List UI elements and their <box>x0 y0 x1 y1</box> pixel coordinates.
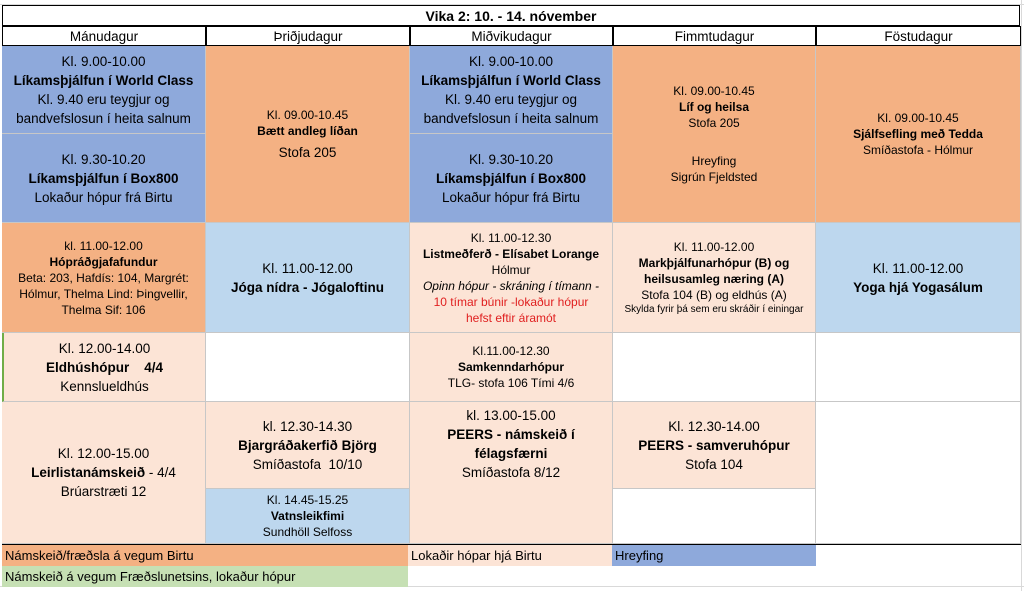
event-time: Kl. 14.45-15.25 <box>266 493 349 507</box>
event-tue-baett-andleg-lidan[interactable] <box>206 46 410 223</box>
event-place: Kennslueldhús <box>60 378 149 394</box>
event-detail: Kl. 9.40 eru teygjur og <box>444 91 578 107</box>
event-name: Líkamsþjálfun í World Class <box>421 72 601 88</box>
event-name: PEERS - samveruhópur <box>638 437 790 453</box>
event-note: Skylda fyrir þá sem eru skráðir í einingar <box>624 303 804 315</box>
event-time: Kl.11.00-12.30 <box>472 344 550 358</box>
event-name: PEERS - námskeið í <box>447 427 575 442</box>
event-time: kl. 12.30-14.30 <box>262 418 353 434</box>
event-time: Kl. 9.00-10.00 <box>468 53 554 69</box>
empty-cell <box>206 333 410 402</box>
event-time: Kl. 9.00-10.00 <box>61 53 146 69</box>
event-name: Jóga nídra - Jógaloftinu <box>230 279 384 295</box>
event-count: 10/10 <box>328 456 363 472</box>
event-wed-listmedferd[interactable] <box>410 223 613 333</box>
event-count: - 4/4 <box>148 465 176 480</box>
schedule-title: Vika 2: 10. - 14. nóvember <box>2 5 1020 26</box>
day-header-wednesday: Miðvikudagur <box>410 26 613 46</box>
event-wed-peers[interactable] <box>410 402 613 544</box>
event-time: Kl. 09.00-10.45 <box>877 111 959 125</box>
event-mon-leirlist[interactable] <box>2 402 206 544</box>
event-time: Kl. 09.00-10.45 <box>266 107 349 122</box>
event-name: Líkamsþjálfun í Box800 <box>435 170 587 186</box>
event-mon-hopradgjafafundur[interactable] <box>2 223 206 333</box>
empty-cell <box>816 402 1021 544</box>
event-name: Yoga hjá Yogasálum <box>853 279 983 295</box>
event-wed-world-class[interactable] <box>410 46 613 134</box>
event-time: Kl. 11.00-12.00 <box>262 260 353 276</box>
day-header-tuesday: Þriðjudagur <box>206 26 410 46</box>
event-tue-vatnsleikfimi[interactable] <box>206 489 410 544</box>
event-place: Stofa 205 <box>278 144 337 160</box>
event-mon-world-class[interactable] <box>2 46 206 134</box>
event-detail: Beta: 203, Hafdís: 104, Margrét: <box>18 270 189 285</box>
event-time: Kl. 11.00-12.00 <box>872 260 964 276</box>
event-name: Bjargráðakerfið Björg <box>238 437 377 453</box>
event-place: Smíðastofa - Hólmur <box>862 143 974 157</box>
event-name: Listmeðferð - Elísabet Lorange <box>422 246 600 261</box>
event-name: Eldhúshópur <box>45 359 130 375</box>
event-place: TLG- stofa 106 Tími 4/6 <box>447 376 575 390</box>
event-mon-eldhushopur[interactable] <box>2 333 206 402</box>
event-time: kl. 11.00-12.00 <box>64 238 143 253</box>
legend-hreyfing: Hreyfing <box>612 545 816 566</box>
event-place: Stofa 205 <box>688 116 740 130</box>
event-thu-lif-og-heilsa[interactable] <box>613 46 816 223</box>
event-time: Kl. 12.00-15.00 <box>57 446 150 461</box>
event-detail: Sigrún Fjeldsted <box>670 170 758 184</box>
event-time: Kl. 9.30-10.20 <box>468 151 554 167</box>
legend-closed-groups: Lokaðir hópar hjá Birtu <box>408 545 612 566</box>
event-note: Lokaður hópur frá Birtu <box>441 189 581 205</box>
grid-line <box>1021 0 1022 591</box>
legend-birta: Námskeið/fræðsla á vegum Birtu <box>2 545 408 566</box>
event-place: Stofa 104 (B) og eldhús (A) <box>641 287 787 302</box>
event-place: Smíðastofa <box>252 456 321 472</box>
event-name: Samkenndarhópur <box>457 360 565 374</box>
event-detail: Kl. 9.40 eru teygjur og <box>37 91 170 107</box>
event-detail: Hólmur, Thelma Lind: Þingvellir, <box>19 286 188 301</box>
event-tue-bjargradakerfid[interactable] <box>206 402 410 489</box>
event-time: Kl. 9.30-10.20 <box>61 151 146 167</box>
event-name: heilsusamleg næring (A) <box>643 271 785 286</box>
event-tue-joga-nidra[interactable] <box>206 223 410 333</box>
event-time: Kl. 11.00-12.00 <box>673 239 755 254</box>
event-mon-box800[interactable] <box>2 134 206 223</box>
event-place: Hólmur <box>491 262 531 277</box>
event-place: Smíðastofa 8/12 <box>461 465 561 480</box>
event-wed-samkenndarhopur[interactable] <box>410 333 613 402</box>
event-name: Bætt andleg líðan <box>257 123 358 138</box>
event-time: kl. 13.00-15.00 <box>466 408 556 423</box>
empty-cell <box>816 333 1021 402</box>
event-name: Líkamsþjálfun í World Class <box>13 72 194 88</box>
day-header-thursday: Fimmtudagur <box>613 26 816 46</box>
event-time: Kl. 11.00-12.30 <box>470 230 552 245</box>
event-detail: hefst eftir áramót <box>465 310 557 325</box>
event-detail: 10 tímar búnir -lokaður hópur <box>433 294 589 309</box>
event-name: Líkamsþjálfun í Box800 <box>28 170 179 186</box>
event-time: Kl. 12.00-14.00 <box>58 340 151 356</box>
event-time: Kl. 12.30-14.00 <box>668 418 760 434</box>
event-detail: Opinn hópur - skráning í tímann - <box>422 278 600 293</box>
event-fri-yoga[interactable] <box>816 223 1021 333</box>
event-name: Leirlistanámskeið <box>31 465 146 480</box>
event-name: Sjálfsefling með Tedda <box>853 127 983 141</box>
empty-cell <box>613 489 816 544</box>
event-fri-sjalfsefling[interactable] <box>816 46 1021 223</box>
event-thu-peers-samveru[interactable] <box>613 402 816 489</box>
day-header-friday: Föstudagur <box>816 26 1021 46</box>
event-detail: Thelma Sif: 106 <box>61 302 146 317</box>
event-name: félagsfærni <box>474 446 548 461</box>
event-place: Stofa 104 <box>685 456 743 472</box>
empty-cell <box>613 333 816 402</box>
event-wed-box800[interactable] <box>410 134 613 223</box>
event-time: Kl. 09.00-10.45 <box>673 84 755 98</box>
day-header-monday: Mánudagur <box>2 26 206 46</box>
event-detail: bandvefslosun í heita salnum <box>16 110 191 126</box>
event-detail: bandvefslosun í heita salnum <box>423 110 599 126</box>
event-detail: Hreyfing <box>691 154 737 168</box>
event-note: Lokaður hópur frá Birtu <box>34 189 173 205</box>
event-name: Vatnsleikfimi <box>270 509 345 523</box>
event-place: Brúarstræti 12 <box>60 484 147 499</box>
event-thu-markthjalfun[interactable] <box>613 223 816 333</box>
event-count: 4/4 <box>144 359 164 375</box>
event-place: Sundhöll Selfoss <box>262 525 353 539</box>
event-name: Líf og heilsa <box>678 100 749 114</box>
event-name: Hópráðgjafafundur <box>49 254 158 269</box>
event-name: Markþjálfunarhópur (B) og <box>638 255 790 270</box>
legend-fraedslunet: Námskeið á vegum Fræðslunetsins, lokaður hópur <box>2 566 408 587</box>
